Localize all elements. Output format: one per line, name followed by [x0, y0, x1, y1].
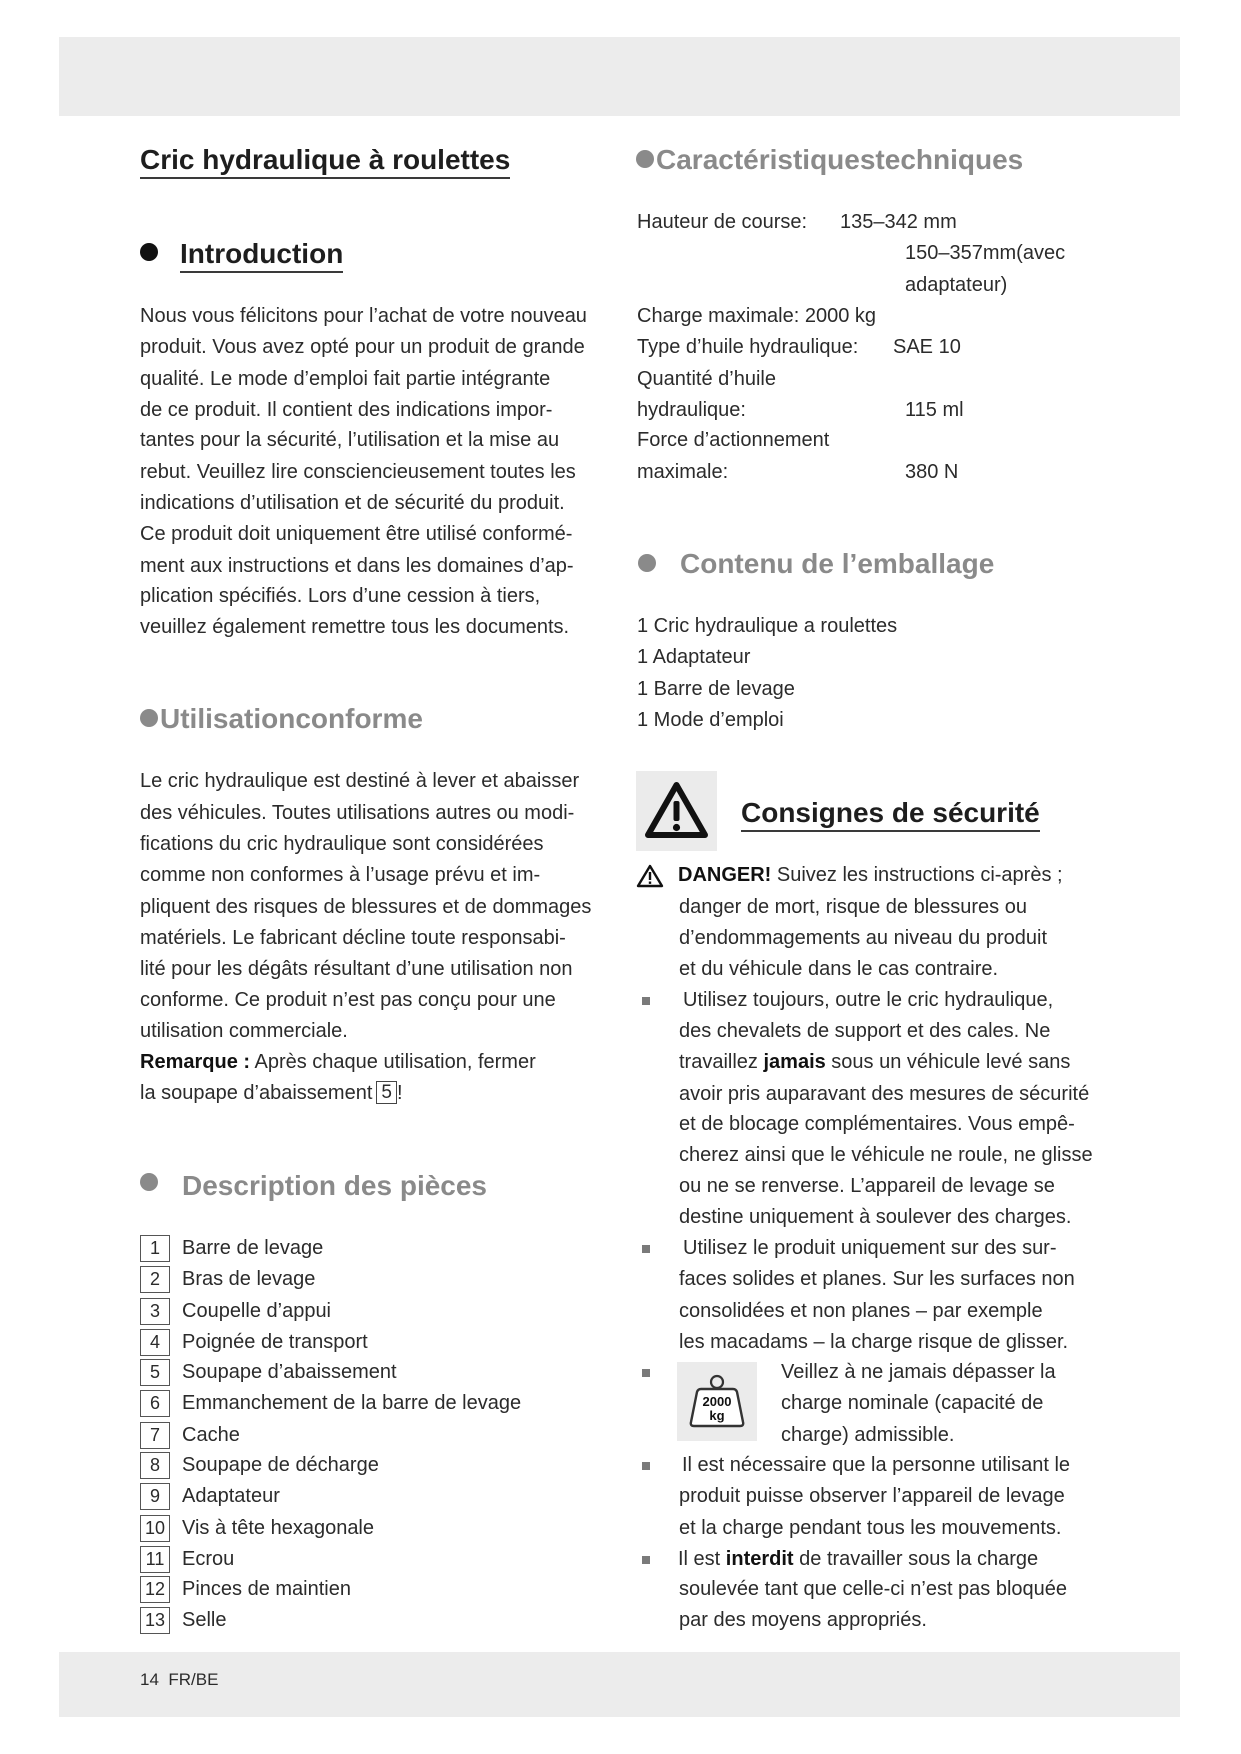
- spec-value: 135–342 mm: [840, 211, 957, 233]
- warning-triangle-icon: [636, 771, 717, 851]
- safety-line: et la charge pendant tous les mouvements.: [679, 1517, 1062, 1539]
- intended-use-heading: Utilisationconforme: [160, 703, 423, 734]
- contents-heading: Contenu de l’emballage: [680, 548, 995, 579]
- part-number: 2: [140, 1266, 170, 1293]
- danger-label: DANGER!: [678, 864, 772, 886]
- part-label: Bras de levage: [182, 1268, 316, 1290]
- page-footer: [140, 1669, 218, 1691]
- safety-text: de travailler sous la charge: [793, 1548, 1039, 1570]
- safety-line: produit puisse observer l’appareil de levage: [679, 1485, 1065, 1507]
- spec-value: 115 ml: [905, 399, 964, 421]
- safety-line: charge nominale (capacité de: [781, 1392, 1044, 1414]
- introduction-line: Ce produit doit uniquement être utilisé conformé-: [140, 523, 573, 545]
- spec-label: Type d’huile hydraulique:: [637, 336, 859, 358]
- emphasis-text: jamais: [763, 1051, 826, 1073]
- safety-line: faces solides et planes. Sur les surfaces non: [679, 1268, 1075, 1290]
- part-number: 8: [140, 1452, 170, 1479]
- remark-text: la soupape d’abaissement: [140, 1082, 373, 1104]
- introduction-line: tantes pour la sécurité, l’utilisation et la mise au: [140, 429, 560, 451]
- spec-value: adaptateur): [905, 274, 1008, 296]
- part-number: 6: [140, 1390, 170, 1417]
- spec-label: hydraulique:: [637, 399, 746, 421]
- remark-label: Remarque :: [140, 1051, 251, 1073]
- part-label: Emmanchement de la barre de levage: [182, 1392, 522, 1414]
- part-label: Cache: [182, 1424, 240, 1446]
- safety-line: Utilisez toujours, outre le cric hydraulique,: [683, 989, 1054, 1011]
- introduction-line: plication spécifiés. Lors d’une cession à tiers,: [140, 585, 541, 607]
- part-number: 10: [140, 1515, 170, 1542]
- danger-line: d’endommagements au niveau du produit: [679, 927, 1048, 949]
- spec-value: 380 N: [905, 461, 959, 483]
- page-title: Cric hydraulique à roulettes: [140, 143, 510, 179]
- part-label: Pinces de maintien: [182, 1578, 351, 1600]
- remark-text: Après chaque utilisation, fermer: [250, 1051, 536, 1073]
- safety-line: ou ne se renverse. L’appareil de levage se: [679, 1175, 1055, 1197]
- introduction-line: rebut. Veuillez lire consciencieusement toutes les: [140, 461, 576, 483]
- spec-row: [637, 301, 876, 332]
- bullet-square-icon: [642, 1245, 650, 1253]
- part-number: 4: [140, 1329, 170, 1356]
- contents-item: 1 Adaptateur: [637, 646, 751, 668]
- part-reference: 5: [376, 1081, 397, 1104]
- safety-text: travaillez: [679, 1051, 764, 1073]
- footer-band: [59, 1652, 1180, 1717]
- page-number: 14: [140, 1670, 159, 1689]
- intended-use-line: utilisation commerciale.: [140, 1020, 348, 1042]
- safety-line: [679, 1047, 1070, 1078]
- safety-text: Il est: [678, 1548, 726, 1570]
- safety-line: des chevalets de support et des cales. Ne: [679, 1020, 1051, 1042]
- safety-line: destine uniquement à soulever des charges.: [679, 1206, 1072, 1228]
- contents-item: 1 Barre de levage: [637, 678, 795, 700]
- spec-label: Hauteur de course:: [637, 211, 808, 233]
- introduction-line: de ce produit. Il contient des indications impor-: [140, 399, 553, 421]
- introduction-line: qualité. Le mode d’emploi fait partie intégrante: [140, 368, 551, 390]
- intended-use-line: lité pour les dégâts résultant d’une utilisation non: [140, 958, 573, 980]
- remark-line: [140, 1078, 403, 1109]
- safety-line: Il est nécessaire que la personne utilisant le: [682, 1454, 1071, 1476]
- intended-use-line: pliquent des risques de blessures et de dommages: [140, 896, 592, 918]
- safety-line: charge) admissible.: [781, 1424, 955, 1446]
- spec-label: Charge maximale:: [637, 305, 800, 327]
- introduction-line: Nous vous félicitons pour l’achat de votre nouveau: [140, 305, 587, 327]
- safety-line: soulevée tant que celle-ci n’est pas bloquée: [679, 1578, 1068, 1600]
- contents-item: 1 Cric hydraulique a roulettes: [637, 615, 898, 637]
- safety-line: par des moyens appropriés.: [679, 1609, 927, 1631]
- part-number: 3: [140, 1298, 170, 1325]
- specs-heading: Caractéristiquestechniques: [656, 144, 1024, 175]
- introduction-line: veuillez également remettre tous les documents.: [140, 616, 570, 638]
- part-label: Soupape de décharge: [182, 1454, 379, 1476]
- part-label: Adaptateur: [182, 1485, 280, 1507]
- bullet-square-icon: [642, 1369, 650, 1377]
- safety-line: avoir pris auparavant des mesures de sécurité: [679, 1083, 1090, 1105]
- part-label: Poignée de transport: [182, 1331, 368, 1353]
- remark-end: !: [396, 1082, 403, 1104]
- part-label: Barre de levage: [182, 1237, 324, 1259]
- part-number: 12: [140, 1576, 170, 1603]
- intended-use-line: conforme. Ce produit n’est pas conçu pour une: [140, 989, 556, 1011]
- safety-line: cherez ainsi que le véhicule ne roule, ne glisse: [679, 1144, 1093, 1166]
- introduction-line: produit. Vous avez opté pour un produit de grande: [140, 336, 585, 358]
- part-number: 1: [140, 1235, 170, 1262]
- part-number: 5: [140, 1359, 170, 1386]
- spec-value: 150–357mm(avec: [905, 242, 1066, 264]
- section-bullet-icon: [140, 709, 158, 727]
- danger-text: Suivez les instructions ci-après ;: [771, 864, 1063, 886]
- section-bullet-icon: [636, 150, 654, 168]
- load-capacity-icon: [677, 1362, 757, 1441]
- load-capacity-value: 2000: [702, 1394, 732, 1409]
- part-label: Selle: [182, 1609, 227, 1631]
- header-band: [59, 37, 1180, 116]
- section-bullet-icon: [638, 554, 656, 572]
- spec-label: Quantité d’huile: [637, 368, 776, 390]
- danger-warning-icon: [636, 864, 664, 888]
- part-number: 11: [140, 1546, 170, 1573]
- part-label: Ecrou: [182, 1548, 235, 1570]
- safety-line: Utilisez le produit uniquement sur des sur-: [683, 1237, 1057, 1259]
- safety-line: consolidées et non planes – par exemple: [679, 1300, 1043, 1322]
- bullet-square-icon: [642, 1462, 650, 1470]
- spec-value: 2000 kg: [804, 305, 877, 327]
- locale-code: FR/BE: [168, 1670, 219, 1689]
- danger-line: danger de mort, risque de blessures ou: [679, 896, 1027, 918]
- danger-line: et du véhicule dans le cas contraire.: [679, 958, 999, 980]
- intended-use-line: Le cric hydraulique est destiné à lever et abaisser: [140, 770, 580, 792]
- section-bullet-icon: [140, 1173, 158, 1191]
- introduction-line: indications d’utilisation et de sécurité du produit.: [140, 492, 565, 514]
- bullet-square-icon: [642, 1556, 650, 1564]
- intended-use-line: fications du cric hydraulique sont considérées: [140, 833, 544, 855]
- emphasis-text: interdit: [725, 1548, 794, 1570]
- part-label: Soupape d’abaissement: [182, 1361, 397, 1383]
- part-number: 7: [140, 1422, 170, 1449]
- parts-heading: Description des pièces: [182, 1170, 488, 1201]
- introduction-heading: Introduction: [180, 237, 343, 273]
- intended-use-line: des véhicules. Toutes utilisations autres ou modi-: [140, 802, 575, 824]
- contents-item: 1 Mode d’emploi: [637, 709, 784, 731]
- intended-use-line: matériels. Le fabricant décline toute responsabi-: [140, 927, 566, 949]
- load-capacity-unit: kg: [709, 1408, 725, 1423]
- part-number: 13: [140, 1607, 170, 1634]
- section-bullet-icon: [140, 243, 158, 261]
- danger-line: [678, 860, 1063, 891]
- spec-label: maximale:: [637, 461, 729, 483]
- part-label: Coupelle d’appui: [182, 1300, 332, 1322]
- part-label: Vis à tête hexagonale: [182, 1517, 375, 1539]
- intended-use-line: comme non conformes à l’usage prévu et im-: [140, 864, 541, 886]
- safety-line: Veillez à ne jamais dépasser la: [781, 1361, 1056, 1383]
- safety-line: et de blocage complémentaires. Vous empê-: [679, 1113, 1075, 1135]
- safety-text: sous un véhicule levé sans: [825, 1051, 1071, 1073]
- spec-label: Force d’actionnement: [637, 429, 830, 451]
- safety-line: [678, 1544, 1038, 1575]
- introduction-line: ment aux instructions et dans les domaines d’ap-: [140, 555, 574, 577]
- bullet-square-icon: [642, 997, 650, 1005]
- spec-value: SAE 10: [893, 336, 961, 358]
- safety-heading: Consignes de sécurité: [741, 796, 1040, 832]
- safety-line: les macadams – la charge risque de glisser.: [679, 1331, 1069, 1353]
- remark-line: [140, 1047, 536, 1078]
- part-number: 9: [140, 1483, 170, 1510]
